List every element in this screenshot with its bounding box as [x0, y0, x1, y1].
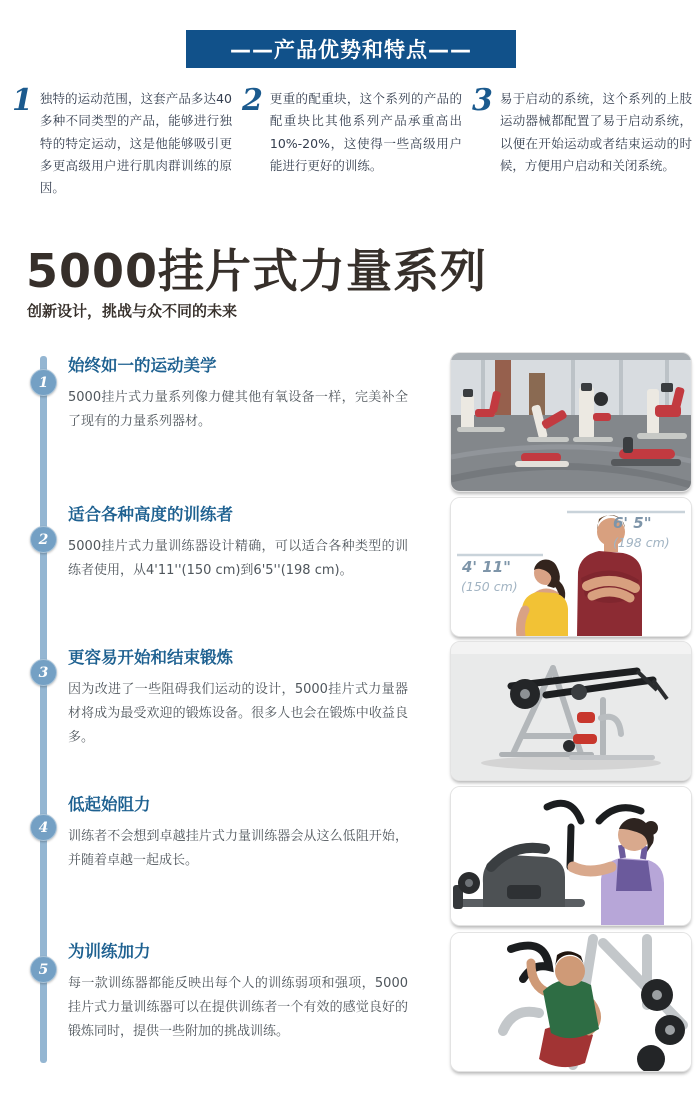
section-easy-start: [68, 644, 408, 750]
man-machine-photo: [450, 932, 692, 1072]
feature-columns: [12, 83, 692, 199]
woman-machine-photo: [450, 786, 692, 926]
man-machine-illustration: [451, 933, 691, 1071]
advantages-banner-title: ——产品优势和特点——: [230, 38, 472, 62]
woman-machine-illustration: [451, 787, 691, 925]
gym-floor-photo: [450, 352, 692, 492]
feature-1-text: 独特的运动范围，这套产品多达40多种不同类型的产品，能够进行独特的特定运动，这是他能够吸引更多更高级用户进行肌肉群训练的原因。: [39, 91, 232, 195]
tall-height-cm-label: (198 cm): [613, 535, 670, 550]
feature-1-number: 1: [12, 83, 33, 118]
feature-2-number: 2: [242, 83, 263, 118]
series-subtitle: 创新设计，挑战与众不同的未来: [27, 302, 238, 320]
timeline-circle-2: 2: [30, 526, 57, 553]
section-add-power-title: 为训练加力: [68, 942, 151, 961]
section-low-resistance-text: 训练者不会想到卓越挂片式力量训练器会从这么低阻开始，并随着卓越一起成长。: [68, 829, 408, 869]
section-easy-start-title: 更容易开始和结束锻炼: [68, 648, 233, 667]
section-easy-start-text: 因为改进了一些阻碍我们运动的设计，5000挂片式力量器材将成为最受欢迎的锻炼设备。很多人也会在锻炼中收益良多。: [68, 682, 408, 746]
short-height-cm-label: (150 cm): [461, 579, 518, 594]
feature-3: [472, 83, 692, 199]
timeline-circle-3: 3: [30, 659, 57, 686]
section-add-power: [68, 938, 408, 1044]
section-low-resistance: [68, 791, 408, 873]
timeline-circle-5: 5: [30, 956, 57, 983]
section-aesthetics: [68, 352, 408, 434]
series-title: 5000挂片式力量系列: [26, 244, 488, 298]
section-low-resistance-title: 低起始阻力: [68, 795, 151, 814]
section-height-range-title: 适合各种高度的训练者: [68, 505, 233, 524]
timeline-circle-1: 1: [30, 369, 57, 396]
feature-2: [242, 83, 462, 199]
tall-height-label: 6' 5": [613, 514, 652, 532]
feature-3-number: 3: [472, 83, 493, 118]
gym-floor-illustration: [451, 353, 691, 491]
height-range-photo: [450, 497, 692, 637]
timeline-circle-4: 4: [30, 814, 57, 841]
feature-3-text: 易于启动的系统，这个系列的上肢运动器械都配置了易于启动系统，以便在开始运动或者结束运动的时候，方便用户启动和关闭系统。: [499, 91, 692, 173]
machine-illustration: [451, 642, 691, 780]
section-height-range-text: 5000挂片式力量训练器设计精确，可以适合各种类型的训练者使用，从4'11''(150 cm)到6'5''(198 cm)。: [68, 539, 408, 579]
section-add-power-text: 每一款训练器都能反映出每个人的训练弱项和强项，5000挂片式力量训练器可以在提供训练者一个有效的感觉良好的锻炼同时，提供一些附加的挑战训练。: [68, 976, 408, 1040]
advantages-banner: [186, 30, 516, 68]
section-height-range: [68, 501, 408, 583]
short-height-label: 4' 11": [462, 558, 511, 576]
plate-loaded-machine-photo: [450, 641, 692, 781]
feature-2-text: 更重的配重块，这个系列的产品的配重块比其他系列产品承重高出10%-20%，这使得一些高级用户能进行更好的训练。: [269, 91, 462, 173]
section-aesthetics-text: 5000挂片式力量系列像力健其他有氧设备一样，完美补全了现有的力量系列器材。: [68, 390, 408, 430]
section-aesthetics-title: 始终如一的运动美学: [68, 356, 217, 375]
feature-1: [12, 83, 232, 199]
